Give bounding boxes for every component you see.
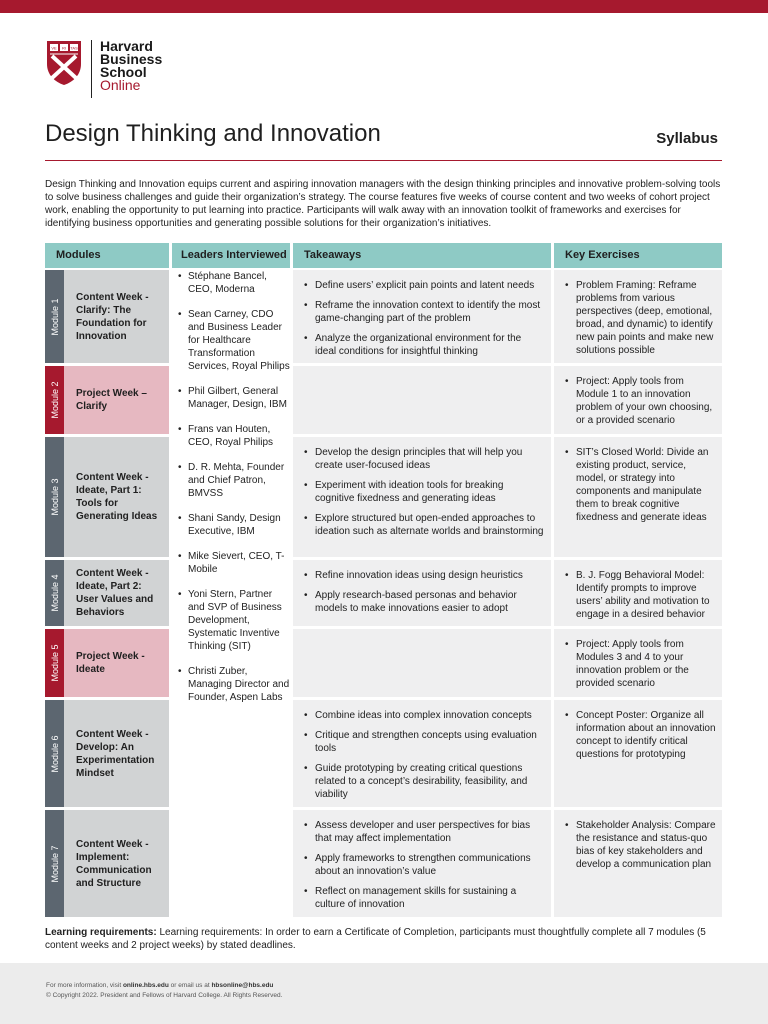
takeaways-module-4 — [293, 560, 551, 626]
takeaway-item: • Reflect on management skills for sustaining a culture of innovation — [299, 885, 545, 911]
learning-requirements — [45, 926, 725, 952]
header-key-exercises: Key Exercises — [554, 243, 722, 268]
module-6-tab-label: Module 6 — [49, 734, 60, 773]
leader-item: • Sean Carney, CDO and Business Leader for Healthcare Transformation Services, Royal Philips — [172, 308, 290, 373]
leader-item: • Frans van Houten, CEO, Royal Philips — [172, 423, 290, 449]
logo-line-business: Business — [100, 51, 163, 67]
logo-line-school: School — [100, 64, 147, 80]
exercise-item: • SIT’s Closed World: Divide an existing product, service, model, or strategy into components and manipulate them to break cognitive fixedness and generate ideas — [560, 446, 716, 524]
logo-line-online: Online — [100, 77, 141, 93]
exercise-module-7 — [554, 810, 722, 917]
leader-item: • Christi Zuber, Managing Director and Founder, Aspen Labs — [172, 665, 290, 704]
takeaways-module-7 — [293, 810, 551, 917]
header-takeaways: Takeaways — [293, 243, 551, 268]
shield-text-ri: RI — [62, 45, 66, 51]
page-title: Design Thinking and Innovation — [45, 120, 381, 147]
logo-divider — [91, 40, 92, 98]
takeaway-item: • Reframe the innovation context to identify the most game-changing part of the problem — [299, 299, 545, 325]
intro-paragraph: Design Thinking and Innovation equips current and aspiring innovation managers with the design thinking principles and innovative problem-solving tools to solve business challenges and guide their organization’s strategy. The course features five weeks of course content and two weeks of cohort project work, enabling the opportunity to put learning into practice. Participants will walk away with an innovation toolkit of frameworks and exercises for identifying business opportunities and generating possible solutions for their organization’s initiatives. — [45, 179, 721, 229]
takeaway-item: • Assess developer and user perspectives for bias that may affect implementation — [299, 819, 545, 845]
module-4-tab-label: Module 4 — [49, 574, 60, 612]
exercise-module-4 — [554, 560, 722, 626]
takeaways-module-5 — [293, 629, 551, 697]
top-accent-bar — [0, 0, 768, 13]
takeaway-item: • Guide prototyping by creating critical questions related to a concept’s desirability, feasibility, and viability — [299, 762, 545, 801]
module-5-tab — [45, 629, 64, 697]
takeaways-module-2 — [293, 366, 551, 434]
footer-copyright: © Copyright 2022. President and Fellows of Harvard College. All Rights Reserved. — [46, 992, 283, 999]
takeaway-item: • Critique and strengthen concepts using evaluation tools — [299, 729, 545, 755]
module-7-tab — [45, 810, 64, 917]
module-2-name: Project Week – Clarify — [64, 366, 169, 434]
takeaway-item: • Experiment with ideation tools for breaking cognitive fixedness and generating ideas — [299, 479, 545, 505]
module-5-tab-label: Module 5 — [49, 644, 60, 682]
shield-text-ve: VE — [51, 45, 57, 51]
module-1-tab-label: Module 1 — [49, 297, 60, 336]
module-2-tab-label: Module 2 — [49, 381, 60, 419]
logo-line-harvard: Harvard — [100, 38, 153, 54]
takeaways-module-3 — [293, 437, 551, 557]
takeaway-item: • Apply frameworks to strengthen communications about an innovation’s value — [299, 852, 545, 878]
takeaways-module-6 — [293, 700, 551, 807]
takeaway-item: • Explore structured but open-ended approaches to ideation such as alternate worlds and brainstorming — [299, 512, 545, 538]
header-modules: Modules — [45, 243, 169, 268]
exercise-module-6 — [554, 700, 722, 807]
exercise-module-1 — [554, 270, 722, 363]
document-type-label: Syllabus — [656, 130, 718, 147]
exercise-item: • Project: Apply tools from Module 1 to an innovation problem of your own choosing, or a provided scenario — [560, 375, 716, 427]
exercise-item: • Stakeholder Analysis: Compare the resistance and status-quo bias of key stakeholders and develop a communication plan — [560, 819, 716, 871]
exercise-item: • B. J. Fogg Behavioral Model: Identify prompts to improve users’ ability and motivation to engage in a desired behavior — [560, 569, 716, 621]
exercise-module-5 — [554, 629, 722, 697]
leaders-list — [172, 270, 290, 716]
title-divider — [45, 160, 722, 161]
requirements-label: Learning requirements: — [45, 927, 157, 938]
module-3-name: Content Week - Ideate, Part 1: Tools for Generating Ideas — [64, 437, 169, 557]
leader-item: • Yoni Stern, Partner and SVP of Business Development, Systematic Inventive Thinking (SIT) — [172, 588, 290, 653]
footer-pre-text: For more information, visit — [46, 982, 123, 989]
module-4-name: Content Week - Ideate, Part 2: User Values and Behaviors — [64, 560, 169, 626]
leader-item: • Mike Sievert, CEO, T-Mobile — [172, 550, 290, 576]
requirements-text: Learning requirements: In order to earn a Certificate of Completion, participants must thoughtfully complete all 7 modules (5 content weeks and 2 project weeks) by stated deadlines. — [45, 927, 706, 951]
header-leaders: Leaders Interviewed — [172, 243, 290, 268]
exercise-item: • Problem Framing: Reframe problems from various perspectives (deep, emotional, broad, and dynamic) to identify new pain points and make new solutions possible — [560, 279, 716, 357]
module-3-tab-label: Module 3 — [49, 478, 60, 516]
footer-mid-text: or email us at — [168, 982, 212, 989]
module-4-tab — [45, 560, 64, 626]
module-7-name: Content Week - Implement: Communication and Structure — [64, 810, 169, 917]
module-1-tab — [45, 270, 64, 363]
module-2-tab — [45, 366, 64, 434]
footer-website-link[interactable]: online.hbs.edu — [122, 982, 169, 989]
shield-text-tas: TAS — [70, 45, 78, 51]
module-7-tab-label: Module 7 — [49, 844, 60, 883]
logo-wordmark — [100, 40, 162, 92]
module-6-name: Content Week - Develop: An Experimentation Mindset — [64, 700, 169, 807]
exercise-item: • Project: Apply tools from Modules 3 and 4 to your innovation problem or the provided scenario — [560, 638, 716, 690]
takeaway-item: • Develop the design principles that will help you create user-focused ideas — [299, 446, 545, 472]
module-1-name: Content Week - Clarify: The Foundation for Innovation — [64, 270, 169, 363]
module-5-name: Project Week - Ideate — [64, 629, 169, 697]
module-6-tab — [45, 700, 64, 807]
module-3-tab — [45, 437, 64, 557]
takeaway-item: • Define users’ explicit pain points and latent needs — [299, 279, 545, 292]
exercise-module-2 — [554, 366, 722, 434]
exercise-module-3 — [554, 437, 722, 557]
leader-item: • Stéphane Bancel, CEO, Moderna — [172, 270, 290, 296]
hbs-online-logo[interactable] — [46, 40, 162, 98]
leader-item: • Phil Gilbert, General Manager, Design, IBM — [172, 385, 290, 411]
exercise-item: • Concept Poster: Organize all information about an innovation concept to identify critical questions for prototyping — [560, 709, 716, 761]
takeaway-item: • Apply research-based personas and behavior models to make innovations easier to adopt — [299, 589, 545, 615]
leader-item: • Shani Sandy, Design Executive, IBM — [172, 512, 290, 538]
harvard-shield-icon — [46, 40, 82, 86]
leader-item: • D. R. Mehta, Founder and Chief Patron, BMVSS — [172, 461, 290, 500]
takeaway-item: • Analyze the organizational environment for the ideal conditions for insightful thinking — [299, 332, 545, 358]
takeaway-item: • Combine ideas into complex innovation concepts — [299, 709, 545, 722]
footer-contact — [46, 982, 273, 989]
takeaways-module-1 — [293, 270, 551, 363]
page-footer — [0, 963, 768, 1024]
footer-email-link[interactable]: hbsonline@hbs.edu — [211, 982, 274, 989]
takeaway-item: • Refine innovation ideas using design heuristics — [299, 569, 545, 582]
